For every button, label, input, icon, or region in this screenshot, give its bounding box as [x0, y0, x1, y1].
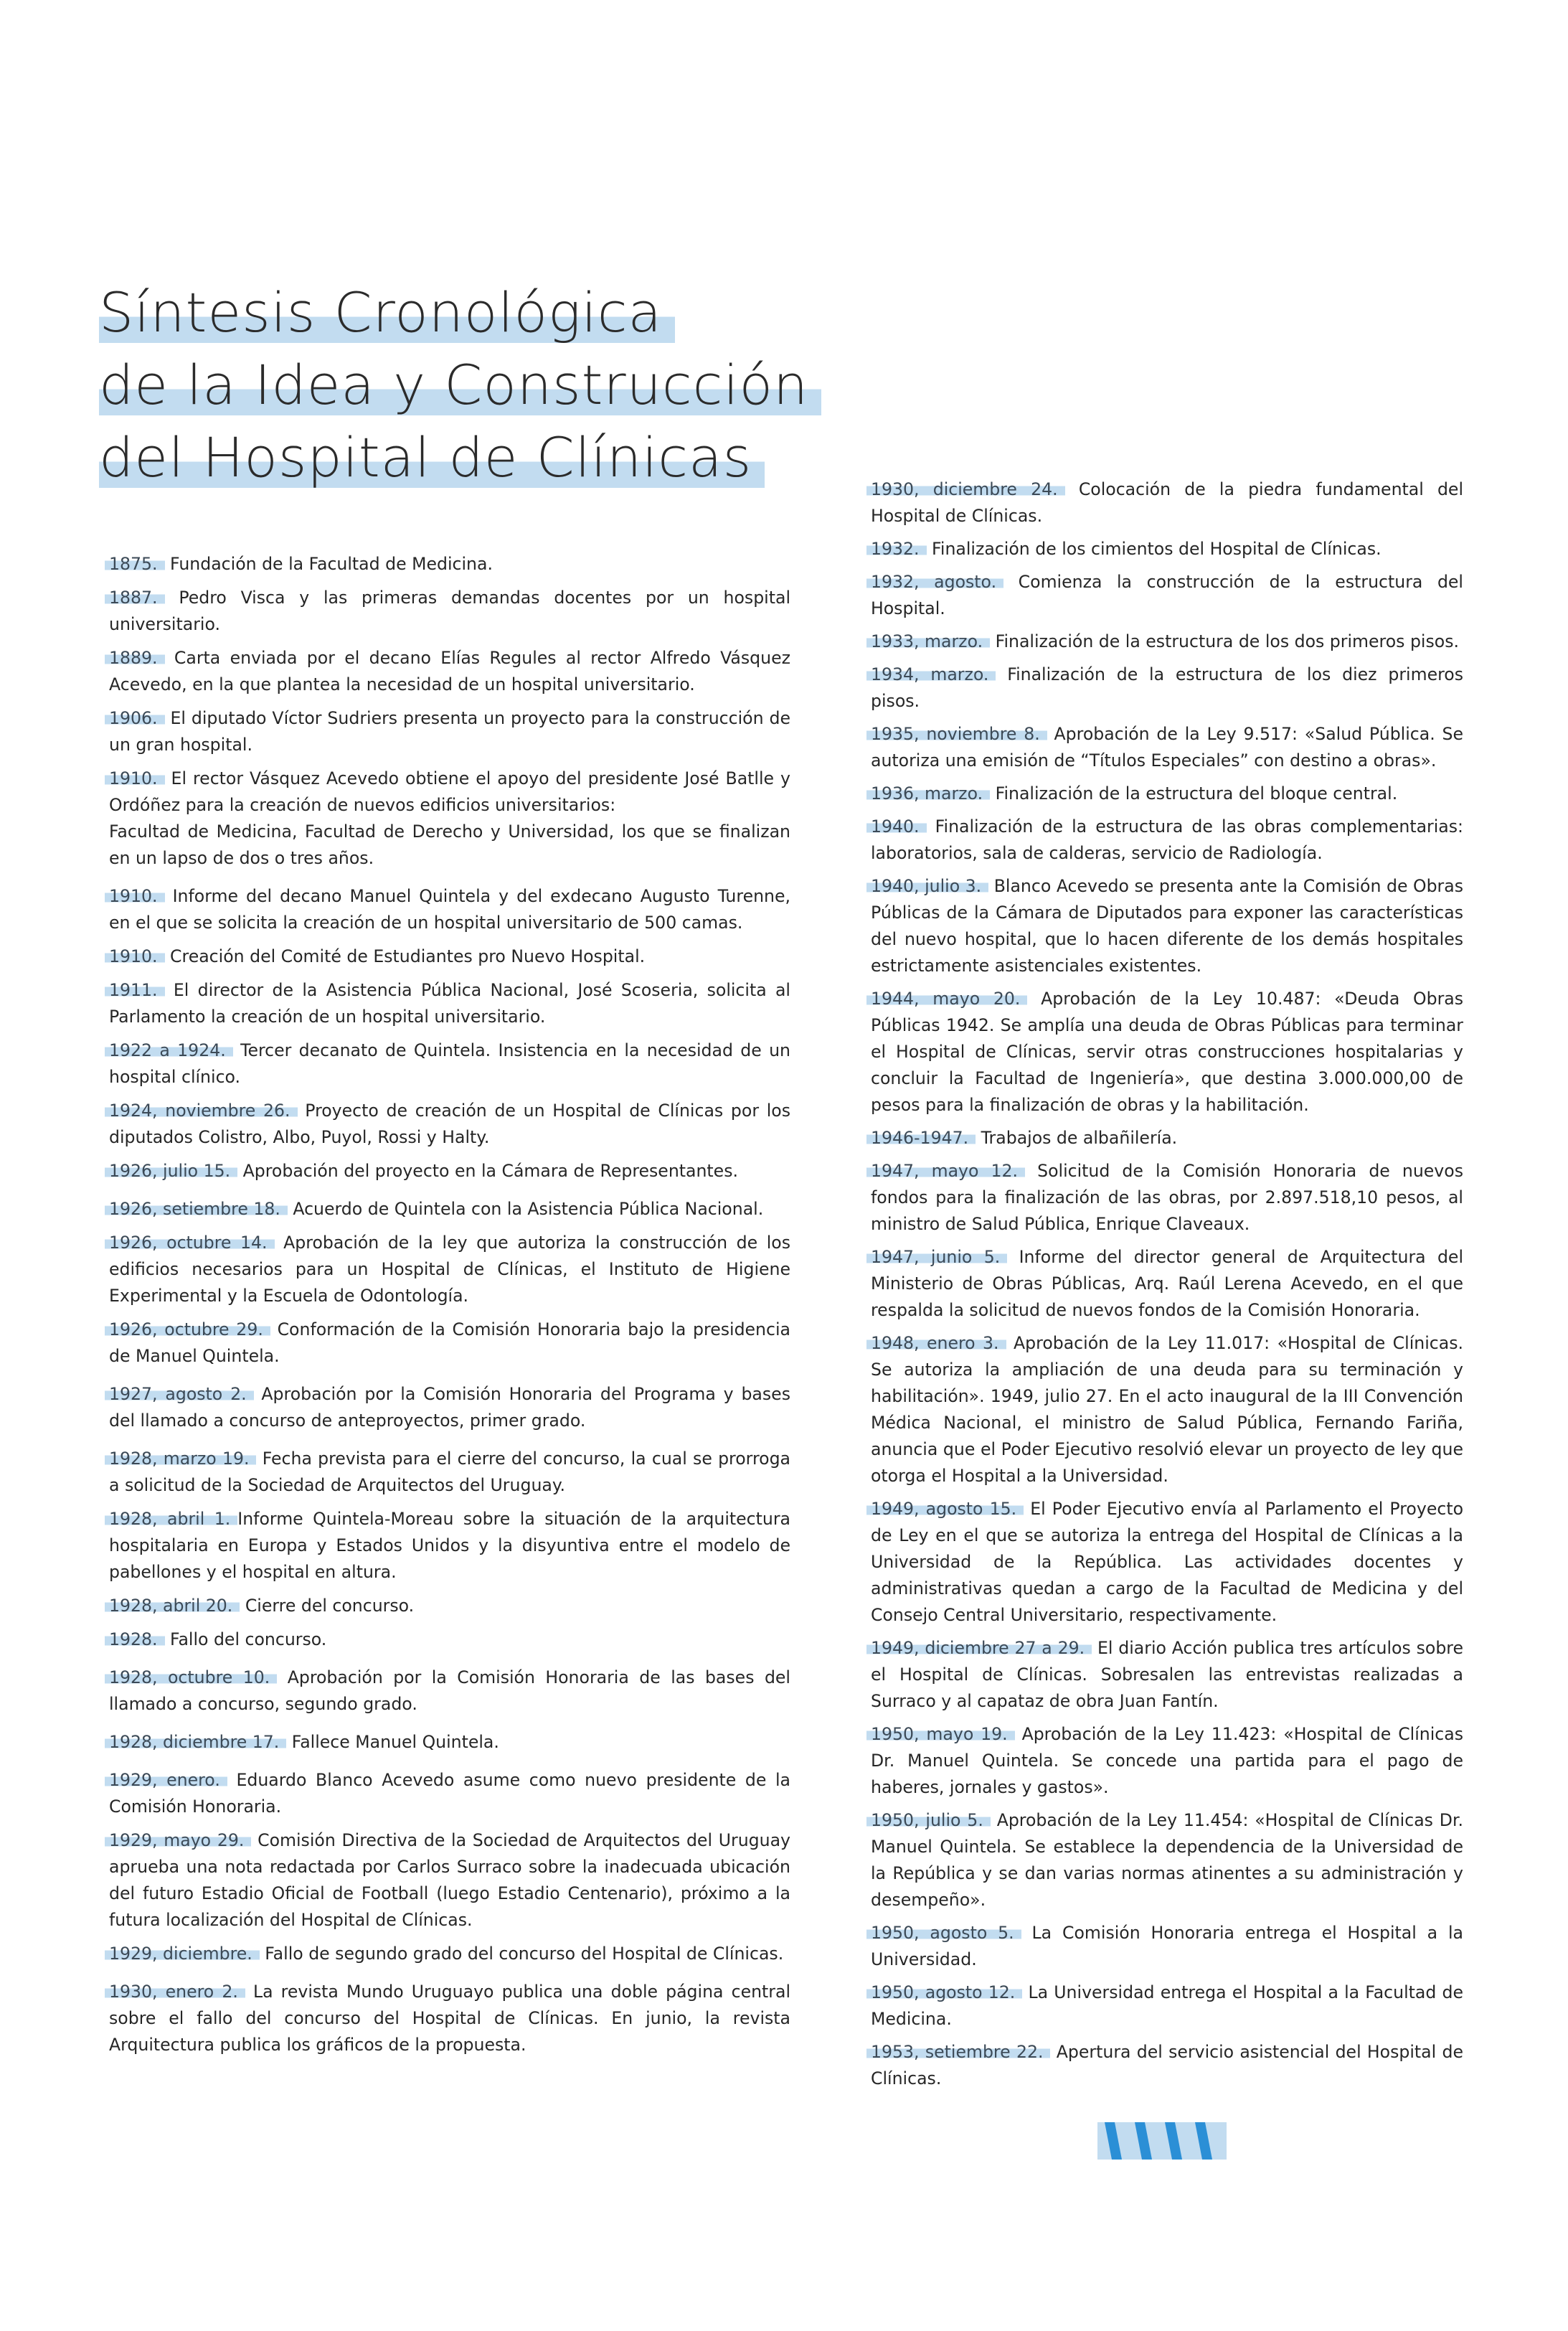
entry-text-continued: Facultad de Medicina, Facultad de Derecho y Universidad, los que se finalizan en un lapso de dos o tres años.	[109, 821, 790, 868]
timeline-entry	[109, 1506, 790, 1586]
timeline-entry	[109, 645, 790, 698]
entry-date: 1924, noviembre 26.	[105, 1101, 298, 1121]
entry-text: Finalización de la estructura del bloque central.	[995, 783, 1398, 804]
entry-date: 1934, marzo.	[866, 664, 996, 684]
timeline-entry	[871, 1721, 1463, 1801]
entry-date: 1949, diciembre 27 a 29.	[866, 1638, 1092, 1658]
timeline-entry	[871, 536, 1463, 562]
entry-date: 1927, agosto 2.	[105, 1384, 254, 1404]
timeline-entry	[871, 986, 1463, 1119]
title-line-3: del Hospital de Clínicas	[102, 421, 821, 494]
entry-text: Apertura del servicio asistencial del Hospital de Clínicas.	[871, 2042, 1463, 2089]
timeline-entry	[109, 1098, 790, 1151]
entry-date: 1936, marzo.	[866, 783, 990, 804]
timeline-entry	[109, 1230, 790, 1309]
timeline-entry	[109, 1196, 790, 1223]
timeline-entry	[109, 883, 790, 936]
entry-date: 1928, diciembre 17.	[105, 1732, 286, 1752]
entry-text: Finalización de los cimientos del Hospital de Clínicas.	[932, 539, 1382, 559]
entry-date: 1928, octubre 10.	[105, 1667, 277, 1687]
entry-text: Fallece Manuel Quintela.	[291, 1732, 499, 1752]
entry-date: 1910.	[105, 946, 165, 966]
timeline-entry	[109, 1037, 790, 1091]
entry-text: El director de la Asistencia Pública Nacional, José Scoseria, solicita al Parlamento la creación de un hospital universitario.	[109, 980, 790, 1027]
hospital-logo-mark	[1097, 2122, 1227, 2160]
entry-text: El Poder Ejecutivo envía al Parlamento el Proyecto de Ley en el que se autoriza la entrega del Hospital de Clínicas a la Universidad de la República. Las actividades docentes y administrativas quedan a cargo de la Facultad de Medicina y del Consejo Central Universitario, respectivamente.	[871, 1499, 1464, 1625]
entry-text: Creación del Comité de Estudiantes pro Nuevo Hospital.	[170, 946, 646, 966]
entry-date: 1950, agosto 5.	[866, 1923, 1021, 1943]
entry-date: 1929, diciembre.	[105, 1944, 260, 1964]
entry-text: Tercer decanato de Quintela. Insistencia en la necesidad de un hospital clínico.	[109, 1040, 791, 1087]
timeline-entry	[871, 1807, 1463, 1913]
entry-text: Colocación de la piedra fundamental del Hospital de Clínicas.	[871, 479, 1464, 526]
entry-date: 1887.	[105, 588, 165, 608]
timeline-entry	[871, 628, 1463, 655]
timeline-entry	[871, 1330, 1463, 1489]
entry-date: 1929, mayo 29.	[105, 1830, 251, 1850]
entry-text: Trabajos de albañilería.	[981, 1128, 1178, 1148]
timeline-entry	[109, 1626, 790, 1653]
timeline-entry	[109, 1767, 790, 1820]
entry-text: Aprobación del proyecto en la Cámara de Representantes.	[242, 1161, 738, 1181]
page-title	[99, 276, 821, 494]
entry-text: Aprobación de la Ley 11.454: «Hospital de Clínicas Dr. Manuel Quintela. Se establece la dependencia de la Universidad de la República y se dan varias normas atinentes a su administración y desempeño».	[871, 1810, 1464, 1910]
entry-date: 1926, octubre 14.	[105, 1233, 275, 1253]
entry-date: 1926, julio 15.	[105, 1161, 237, 1181]
timeline-entry	[109, 551, 790, 578]
entry-date: 1949, agosto 15.	[866, 1499, 1024, 1519]
entry-text: Informe del decano Manuel Quintela y del exdecano Augusto Turenne, en el que se solicita la creación de un hospital universitario de 500 camas.	[109, 886, 791, 933]
entry-text: Aprobación de la Ley 10.487: «Deuda Obras Públicas 1942. Se amplía una deuda de Obras Públicas para terminar el Hospital de Clínicas, servir otras construcciones hospitalarias y concluir la Facultad de Ingeniería», que destina 3.000.000,00 de pesos para la finalización de obras y la habilitación.	[871, 989, 1464, 1115]
timeline-entry	[109, 1827, 790, 1934]
entry-date: 1932, agosto.	[866, 572, 1003, 592]
timeline-entry	[871, 2039, 1463, 2092]
entry-text: Pedro Visca y las primeras demandas docentes por un hospital universitario.	[109, 588, 790, 634]
entry-date: 1948, enero 3.	[866, 1333, 1006, 1353]
entry-text: Proyecto de creación de un Hospital de Clínicas por los diputados Colistro, Albo, Puyol, Rossi y Halty.	[109, 1101, 790, 1147]
entry-text: Aprobación de la Ley 9.517: «Salud Pública. Se autoriza una emisión de “Títulos Especiales” con destino a obras».	[871, 724, 1464, 771]
timeline-left-column	[109, 551, 790, 2066]
entry-text: Finalización de la estructura de las obras complementarias: laboratorios, sala de calderas, servicio de Radiología.	[871, 816, 1463, 863]
timeline-entry	[109, 1941, 790, 1967]
entry-text: Aprobación de la ley que autoriza la construcción de los edificios necesarios para un Hospital de Clínicas, el Instituto de Higiene Experimental y la Escuela de Odontología.	[109, 1233, 791, 1306]
entry-text: La revista Mundo Uruguayo publica una doble página central sobre el fallo del concurso del Hospital de Clínicas. En junio, la revista Arquitectura publica los gráficos de la propuesta.	[109, 1982, 791, 2055]
entry-date: 1889.	[105, 648, 165, 668]
entry-text: El rector Vásquez Acevedo obtiene el apoyo del presidente José Batlle y Ordóñez para la creación de nuevos edificios universitarios:	[109, 768, 791, 815]
timeline-entry	[871, 814, 1463, 867]
entry-text: La Comisión Honoraria entrega el Hospital a la Universidad.	[871, 1923, 1464, 1969]
timeline-entry	[871, 873, 1463, 979]
entry-text: Cierre del concurso.	[245, 1596, 415, 1616]
entry-text: Comisión Directiva de la Sociedad de Arquitectos del Uruguay aprueba una nota redactada por Carlos Surraco sobre la inadecuada ubicación del futuro Estadio Oficial de Football (luego Estadio Centenario), próximo a la futura localización del Hospital de Clínicas.	[109, 1830, 791, 1930]
entry-text: La Universidad entrega el Hospital a la Facultad de Medicina.	[871, 1982, 1464, 2029]
timeline-entry	[871, 1920, 1463, 1973]
timeline-entry	[871, 1244, 1463, 1324]
entry-text: Carta enviada por el decano Elías Regules al rector Alfredo Vásquez Acevedo, en la que plantea la necesidad de un hospital universitario.	[109, 648, 790, 694]
entry-date: 1928, abril 20.	[105, 1596, 240, 1616]
timeline-entry	[871, 476, 1463, 529]
timeline-entry	[109, 943, 790, 970]
timeline-entry	[109, 585, 790, 638]
entry-date: 1910.	[105, 768, 165, 788]
timeline-entry	[871, 781, 1463, 807]
entry-text: Aprobación de la Ley 11.423: «Hospital de Clínicas Dr. Manuel Quintela. Se concede una partida para el pago de haberes, jornales y gastos».	[871, 1724, 1464, 1797]
timeline-entry	[109, 1317, 790, 1370]
entry-text: Conformación de la Comisión Honoraria bajo la presidencia de Manuel Quintela.	[109, 1319, 791, 1366]
entry-date: 1906.	[105, 708, 165, 728]
timeline-entry	[871, 1496, 1463, 1629]
entry-text: Comienza la construcción de la estructura del Hospital.	[871, 572, 1463, 618]
timeline-entry	[871, 1635, 1463, 1715]
timeline-entry	[109, 1664, 790, 1718]
entry-text: Acuerdo de Quintela con la Asistencia Pública Nacional.	[293, 1199, 764, 1219]
timeline-right-column	[871, 476, 1463, 2099]
entry-date: 1944, mayo 20.	[866, 989, 1027, 1009]
entry-text: Eduardo Blanco Acevedo asume como nuevo presidente de la Comisión Honoraria.	[109, 1770, 791, 1817]
timeline-entry	[871, 1125, 1463, 1152]
entry-text: Solicitud de la Comisión Honoraria de nuevos fondos para la finalización de las obras, por 2.897.518,10 pesos, al ministro de Salud Pública, Enrique Claveaux.	[871, 1161, 1463, 1234]
timeline-entry	[109, 1158, 790, 1185]
timeline-entry	[871, 721, 1463, 774]
entry-date: 1946-1947.	[866, 1128, 976, 1148]
entry-date: 1932.	[866, 539, 927, 559]
entry-text: Aprobación por la Comisión Honoraria del Programa y bases del llamado a concurso de anteproyectos, primer grado.	[109, 1384, 790, 1431]
title-line-2: de la Idea y Construcción	[102, 349, 821, 421]
entry-date: 1922 a 1924.	[105, 1040, 233, 1060]
entry-date: 1933, marzo.	[866, 631, 990, 651]
entry-text: Informe del director general de Arquitectura del Ministerio de Obras Públicas, Arq. Raúl Lerena Acevedo, en el que respalda la solicitud de nuevos fondos de la Comisión Honoraria.	[871, 1247, 1463, 1320]
entry-text: El diputado Víctor Sudriers presenta un proyecto para la construcción de un gran hospital.	[109, 708, 791, 755]
entry-text: Informe Quintela-Moreau sobre la situación de la arquitectura hospitalaria en Europa y Estados Unidos y la disyuntiva entre el modelo de pabellones y el hospital en altura.	[109, 1509, 790, 1582]
entry-date: 1947, junio 5.	[866, 1247, 1007, 1267]
timeline-entry	[109, 705, 790, 758]
entry-text: Finalización de la estructura de los diez primeros pisos.	[871, 664, 1463, 711]
entry-date: 1926, setiembre 18.	[105, 1199, 288, 1219]
entry-date: 1950, julio 5.	[866, 1810, 991, 1830]
entry-date: 1930, diciembre 24.	[866, 479, 1065, 499]
entry-date: 1911.	[105, 980, 165, 1000]
entry-date: 1935, noviembre 8.	[866, 724, 1047, 744]
entry-date: 1953, setiembre 22.	[866, 2042, 1050, 2062]
entry-date: 1875.	[105, 554, 165, 574]
entry-text: Aprobación de la Ley 11.017: «Hospital de Clínicas. Se autoriza la ampliación de una deuda para su terminación y habilitación». 1949, julio 27. En el acto inaugural de la III Convención Médica Nacional, el ministro de Salud Pública, Fernando Fariña, anuncia que el Poder Ejecutivo resolvió elevar un proyecto de ley que otorga el Hospital a la Universidad.	[871, 1333, 1463, 1486]
entry-date: 1940.	[866, 816, 927, 837]
entry-date: 1930, enero 2.	[105, 1982, 245, 2002]
timeline-entry	[109, 1729, 790, 1756]
entry-text: El diario Acción publica tres artículos sobre el Hospital de Clínicas. Sobresalen las entrevistas realizadas a Surraco y al capataz de obra Juan Fantín.	[871, 1638, 1464, 1711]
entry-date: 1929, enero.	[105, 1770, 227, 1790]
entry-date: 1940, julio 3.	[866, 876, 988, 896]
entry-date: 1928, marzo 19.	[105, 1449, 256, 1469]
timeline-entry	[109, 766, 790, 872]
timeline-entry	[109, 1381, 790, 1434]
entry-text: Fallo de segundo grado del concurso del Hospital de Clínicas.	[265, 1944, 784, 1964]
entry-text: Fundación de la Facultad de Medicina.	[170, 554, 493, 574]
entry-date: 1926, octubre 29.	[105, 1319, 270, 1339]
timeline-entry	[871, 1979, 1463, 2033]
timeline-entry	[109, 977, 790, 1030]
timeline-entry	[109, 1446, 790, 1499]
entry-text: Fallo del concurso.	[170, 1629, 327, 1649]
timeline-entry	[871, 1158, 1463, 1238]
entry-text: Fecha prevista para el cierre del concurso, la cual se prorroga a solicitud de la Sociedad de Arquitectos del Uruguay.	[109, 1449, 790, 1495]
entry-date: 1928.	[105, 1629, 165, 1649]
entry-text: Aprobación por la Comisión Honoraria de las bases del llamado a concurso, segundo grado.	[109, 1667, 790, 1714]
timeline-entry	[871, 661, 1463, 715]
entry-date: 1950, mayo 19.	[866, 1724, 1015, 1744]
entry-date: 1947, mayo 12.	[866, 1161, 1025, 1181]
timeline-entry	[109, 1593, 790, 1619]
entry-text: Blanco Acevedo se presenta ante la Comisión de Obras Públicas de la Cámara de Diputados para exponer las características del nuevo hospital, que lo hacen diferente de los demás hospitales estrictamente asistenciales existentes.	[871, 876, 1464, 976]
timeline-entry	[109, 1979, 790, 2058]
title-line-1: Síntesis Cronológica	[102, 276, 821, 349]
timeline-entry	[871, 569, 1463, 622]
entry-date: 1950, agosto 12.	[866, 1982, 1022, 2002]
entry-text: Finalización de la estructura de los dos primeros pisos.	[995, 631, 1460, 651]
entry-date: 1928, abril 1.	[105, 1509, 237, 1529]
entry-date: 1910.	[105, 886, 165, 906]
